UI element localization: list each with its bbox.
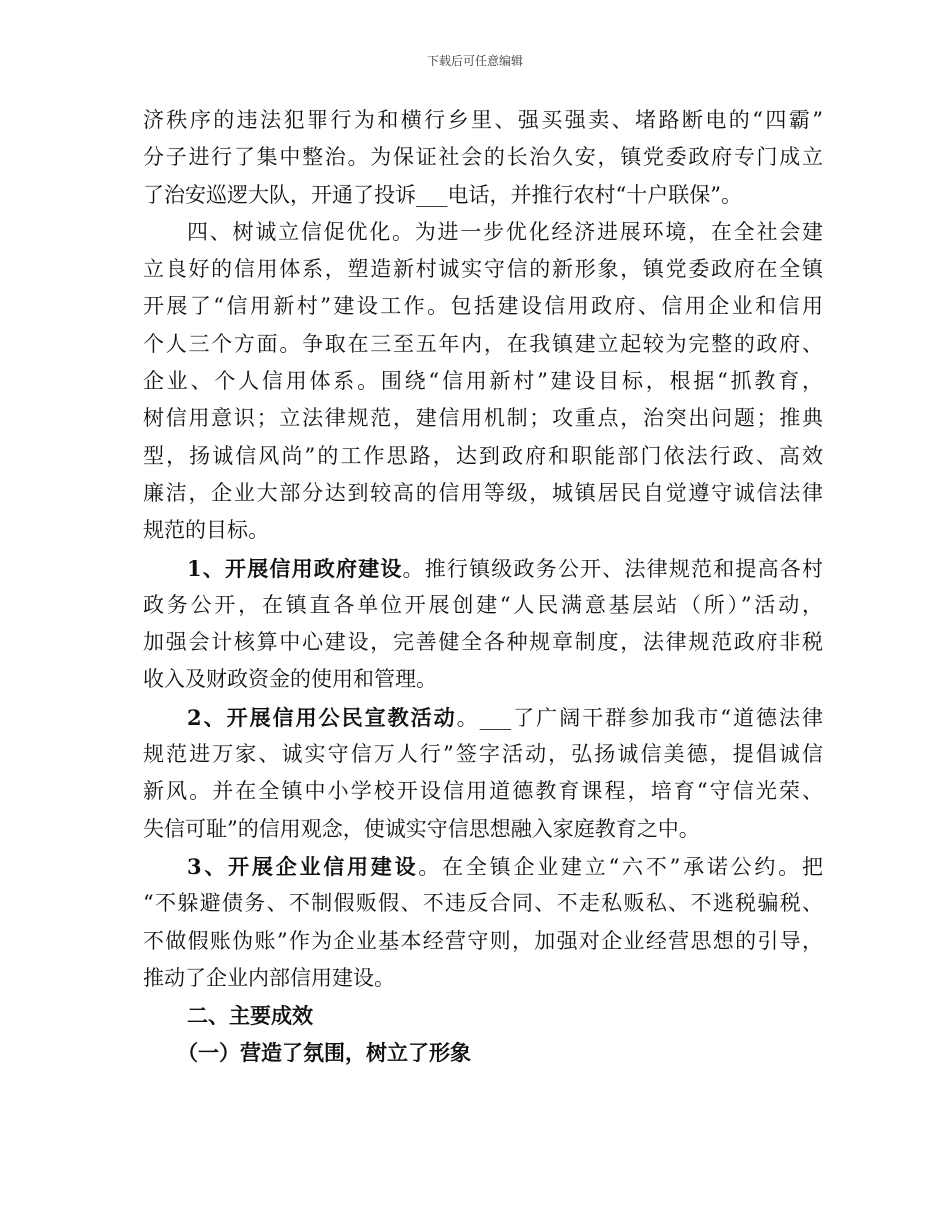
paragraph-line: 立良好的信用体系，塑造新村诚实守信的新形象，镇党委政府在全镇 xyxy=(143,257,823,282)
paragraph-line: 个人三个方面。争取在三至五年内，在我镇建立起较为完整的政府、 xyxy=(143,331,823,356)
paragraph-line: 开展了“信用新村”建设工作。包括建设信用政府、信用企业和信用 xyxy=(143,294,823,319)
paragraph-line xyxy=(143,550,823,587)
paragraph-line: 企业、个人信用体系。围绕“信用新村”建设目标，根据“抓教育， xyxy=(143,369,823,394)
paragraph-line: 不做假账伪账”作为企业基本经营守则，加强对企业经营思想的引导， xyxy=(143,928,823,953)
paragraph-line: 收入及财政资金的使用和管理。 xyxy=(143,667,437,692)
paragraph-line xyxy=(143,699,823,736)
document-body xyxy=(143,102,823,1072)
paragraph-line: 济秩序的违法犯罪行为和横行乡里、强买强卖、堵路断电的“四霸” xyxy=(143,108,823,132)
paragraph-line: 分子进行了集中整治。为保证社会的长治久安，镇党委政府专门成立 xyxy=(143,145,823,170)
paragraph-line xyxy=(143,848,823,885)
paragraph-line: 失信可耻”的信用观念，使诚实守信思想融入家庭教育之中。 xyxy=(143,816,700,841)
page-header: 下载后可任意编辑 xyxy=(426,54,523,68)
paragraph-line: 规范进万家、诚实守信万人行”签字活动，弘扬诚信美德，提倡诚信 xyxy=(143,742,823,767)
paragraph-line: 规范的目标。 xyxy=(143,518,269,543)
item-text: 。___了广阔干群参加我市“道德法律 xyxy=(456,705,823,730)
item-text: 。在全镇企业建立“六不”承诺公约。把 xyxy=(418,854,823,879)
paragraph-line: 加强会计核算中心建设，完善健全各种规章制度，法律规范政府非税 xyxy=(143,630,823,655)
paragraph-line: 推动了企业内部信用建设。 xyxy=(143,965,395,990)
item-title: 2、开展信用公民宣教活动 xyxy=(187,704,457,730)
item-title: 3、开展企业信用建设 xyxy=(187,853,419,879)
item-text: 。推行镇级政务公开、法律规范和提高各村 xyxy=(402,556,823,581)
paragraph-line: “不躲避债务、不制假贩假、不违反合同、不走私贩私、不逃税骗税、 xyxy=(143,891,823,916)
paragraph-line: 了治安巡逻大队，开通了投诉___电话，并推行农村“十户联保”。 xyxy=(143,182,742,207)
section-heading: 二、主要成效 xyxy=(187,1003,313,1029)
item-title: 1、开展信用政府建设 xyxy=(187,555,403,581)
paragraph-line: 新风。并在全镇中小学校开设信用道德教育课程，培育“守信光荣、 xyxy=(143,779,823,804)
paragraph-line: 廉洁，企业大部分达到较高的信用等级，城镇居民自觉遵守诚信法律 xyxy=(143,480,823,505)
paragraph-line: 政务公开，在镇直各单位开展创建“人民满意基层站（所）”活动， xyxy=(143,592,823,617)
paragraph-line: 四、树诚立信促优化。为进一步优化经济进展环境，在全社会建 xyxy=(187,219,823,244)
subsection-heading: （一）营造了氛围，树立了形象 xyxy=(177,1040,471,1066)
paragraph-line: 型，扬诚信风尚”的工作思路，达到政府和职能部门依法行政、高效 xyxy=(143,443,823,468)
paragraph-line: 树信用意识；立法律规范，建信用机制；攻重点，治突出问题；推典 xyxy=(143,406,823,431)
